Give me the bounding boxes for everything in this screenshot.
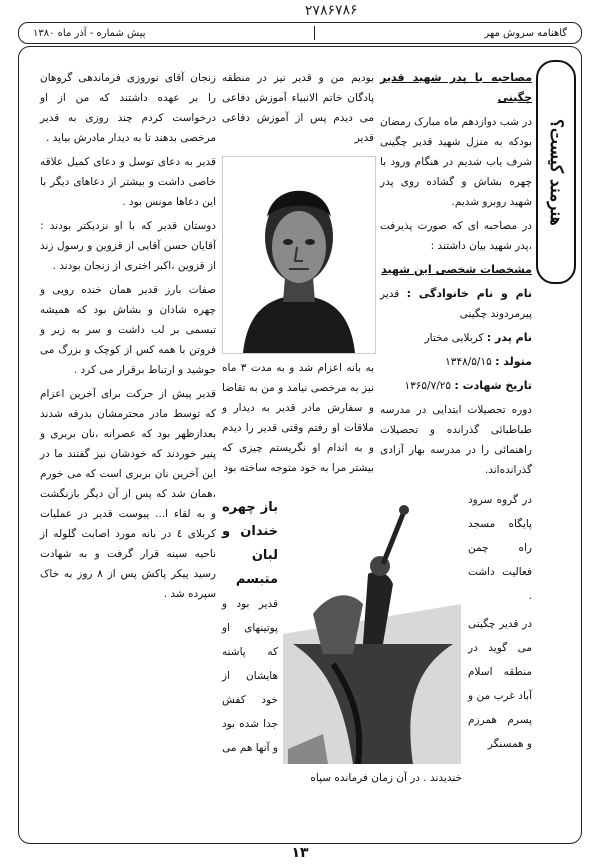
magazine-name: گاهنامه سروش مهر bbox=[484, 27, 567, 39]
portrait-image bbox=[223, 157, 375, 353]
middle-inset-column bbox=[222, 496, 278, 764]
left-column bbox=[40, 68, 216, 608]
left-paragraph-4: صفات بارز قدیر همان خنده رویی و چهره شادان و بشاش بود که همیشه تبسمی بر لب داشت و سر به زیر و فروتن با همه کس از کوچک و بزرگ می جوشید و ارتباط برقرار می کرد . bbox=[40, 284, 216, 376]
martyr-value: ۱۳۶۵/۷/۲۵ bbox=[404, 380, 452, 392]
personal-info-heading: مشخصات شخصی این شهید bbox=[381, 263, 532, 276]
father-quote-paragraph: در قدیر چگینی می گوید در منطقه اسلام آباد غرب من و پسرم همرزم و همسنگر bbox=[468, 618, 532, 750]
portrait-photo bbox=[222, 156, 376, 354]
left-paragraph-5: قدیر پیش از حرکت برای آخرین اعزام که توسط مادر محترمشان بدرقه شدند بعدازظهر بود که عصرانه ،نان بربری و پنیر خوردند که خودشان نیز گفتند ما در این آخرین نان بربری است که می خورم ،همان شد که پس از آن دیگر بازنگشت و به لقاء ا... پیوست قدیر در عملیات کربلای ٤ در بانه مورد اصابت گلوله از ناحیه سینه قرار گرفت و به شهادت رسید پیکر پاکش پس از ۸ روز به خاک سپرده شد . bbox=[40, 388, 216, 600]
field-father bbox=[380, 328, 532, 348]
ribbon-title: هنرمند کیست؟ bbox=[546, 118, 566, 226]
middle-top-column bbox=[222, 68, 374, 152]
left-paragraph-1: زنجان آقای نوروزی فرماندهی گروهان را بر عهده داشتند که من از او درخواست کردم چند روزی به قدیر مرخصی بدهند تا به دیدار مادرش بیاید . bbox=[40, 72, 216, 144]
middle-top-paragraph: بودیم من و قدیر نیز در منطقه پادگان خاتم الانبیاء آموزش دفاعی می دیدم پس از آموزش دفاعی قدیر bbox=[222, 72, 374, 144]
middle-mid-column bbox=[222, 358, 374, 482]
left-paragraph-3: دوستان قدیر که با او نزدیکتر بودند : آقایان حسن آقایی از قزوین و رسول زند از قزوین ،اکبر اختری از زنجان بودند . bbox=[40, 220, 216, 272]
intro-paragraph: در شب دوازدهم ماه مبارک رمضان بودکه به منزل شهید قدیر چگینی شرف یاب شدیم در هنگام ورود با چهره بشاش و گشاده روی پدر شهید روبرو شدیم. bbox=[380, 116, 532, 208]
field-name bbox=[380, 284, 532, 324]
name-label: نام و نام خانوادگی : bbox=[406, 287, 532, 300]
article-title: مصاحبه با پدر شهید قدیر چگینی bbox=[380, 71, 532, 104]
choir-paragraph: در گروه سرود پایگاه مسجد راه چمن فعالیت داشت . bbox=[468, 494, 532, 602]
page-header bbox=[18, 22, 582, 44]
field-photo bbox=[283, 494, 461, 764]
right-lower-column bbox=[468, 488, 532, 760]
inset-lead: باز چهره خندان و لبان متبسم bbox=[222, 500, 278, 587]
page-number: ۱۳ bbox=[291, 845, 309, 861]
middle-bottom-paragraph: خندیدند . در آن زمان فرمانده سپاه bbox=[310, 772, 462, 784]
birth-value: ۱۳۴۸/۵/۱۵ bbox=[445, 356, 492, 368]
header-divider bbox=[314, 26, 315, 40]
education-paragraph: دوره تحصیلات ابتدایی در مدرسه طباطبائی گذرانده و تحصیلات راهنمائی را در مدرسه بهار آزادی گذرانده‌اند. bbox=[380, 404, 532, 476]
middle-bottom-column bbox=[222, 768, 462, 792]
field-martyr bbox=[380, 376, 532, 396]
right-column bbox=[380, 68, 532, 484]
soldiers-image bbox=[283, 494, 461, 764]
intro-paragraph-2: در مصاحبه ای که صورت پذیرفت ،پدر شهید بیان داشتند : bbox=[380, 220, 532, 252]
handwritten-code: ۲۷۸۶۷۸۶ bbox=[304, 2, 358, 20]
birth-label: متولد : bbox=[495, 355, 532, 368]
father-value: کربلایی مختار bbox=[424, 332, 484, 344]
section-ribbon bbox=[536, 60, 576, 284]
name-value: قدیر پیرمردوند چگینی bbox=[380, 288, 532, 320]
field-birth bbox=[380, 352, 532, 372]
middle-mid-paragraph: به بانه اعزام شد و به مدت ۳ ماه نیز به مرخصی نیامد و من به تقاضا و سفارش مادر قدیر به دیدار و ملاقات او رفتم وقتی قدیر را دیدم و به اندام او نگریستم چیزی که بیشتر مرا به خود متوجه ساخته بود bbox=[222, 362, 374, 474]
left-paragraph-2: قدیر به دعای توسل و دعای کمیل علاقه خاصی داشت و بیشتر از دعاهای دیگر با این دعاها مونس بود . bbox=[40, 156, 216, 208]
father-label: نام پدر : bbox=[486, 331, 532, 344]
inset-paragraph bbox=[222, 496, 278, 760]
issue-label: پیش شماره - آذر ماه ۱۳۸۰ bbox=[33, 27, 146, 39]
martyr-label: تاریخ شهادت : bbox=[454, 379, 532, 392]
inset-rest: قدیر بود و پوتینهای او که پاشنه هایشان از خود کفش جدا شده بود و آنها هم می bbox=[222, 598, 278, 754]
